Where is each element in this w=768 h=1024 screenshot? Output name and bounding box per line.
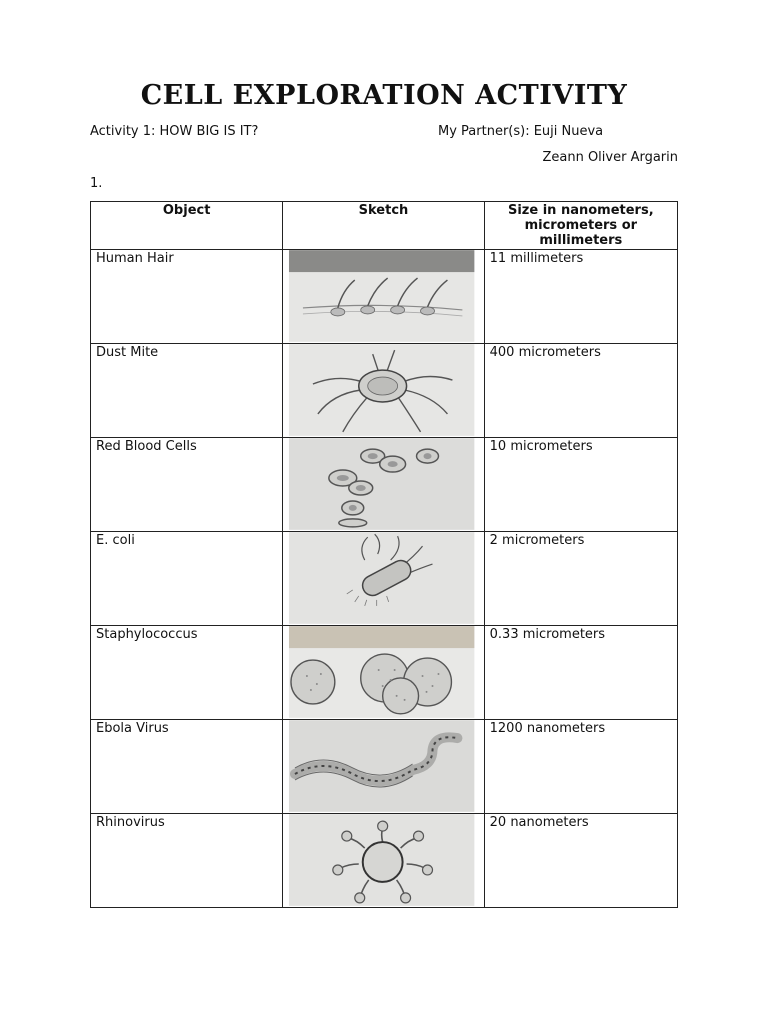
sketch-cell xyxy=(283,438,484,532)
size-cell: 400 micrometers xyxy=(484,344,677,438)
header-object: Object xyxy=(91,202,283,250)
sketch-cell xyxy=(283,720,484,814)
dust-mite-sketch-icon xyxy=(283,344,483,436)
table-row xyxy=(91,250,678,344)
staphylococcus-sketch-icon xyxy=(283,626,483,718)
object-cell: Staphylococcus xyxy=(91,626,283,720)
sketch-cell xyxy=(283,344,484,438)
size-cell: 0.33 micrometers xyxy=(484,626,677,720)
e-coli-sketch-icon xyxy=(283,532,483,624)
header-size: Size in nanometers, micrometers or millimeters xyxy=(484,202,677,250)
item-number: 1. xyxy=(90,176,103,191)
object-cell: Ebola Virus xyxy=(91,720,283,814)
table-row xyxy=(91,814,678,908)
sketch-cell xyxy=(283,626,484,720)
sketch-cell xyxy=(283,532,484,626)
size-cell: 1200 nanometers xyxy=(484,720,677,814)
size-table xyxy=(90,201,678,908)
object-cell: Red Blood Cells xyxy=(91,438,283,532)
page-title: CELL EXPLORATION ACTIVITY xyxy=(140,80,628,111)
table-row xyxy=(91,532,678,626)
size-cell: 20 nanometers xyxy=(484,814,677,908)
object-cell: Human Hair xyxy=(91,250,283,344)
object-cell: Dust Mite xyxy=(91,344,283,438)
object-cell: Rhinovirus xyxy=(91,814,283,908)
table-row xyxy=(91,720,678,814)
object-cell: E. coli xyxy=(91,532,283,626)
table-header-row xyxy=(91,202,678,250)
rhinovirus-sketch-icon xyxy=(283,814,483,906)
size-cell: 2 micrometers xyxy=(484,532,677,626)
size-cell: 10 micrometers xyxy=(484,438,677,532)
size-cell: 11 millimeters xyxy=(484,250,677,344)
table-row xyxy=(91,438,678,532)
sketch-cell xyxy=(283,250,484,344)
partners-line: My Partner(s): Euji Nueva xyxy=(438,124,604,139)
red-blood-cells-sketch-icon xyxy=(283,438,483,530)
table-row xyxy=(91,626,678,720)
header-sketch: Sketch xyxy=(283,202,484,250)
activity-heading: Activity 1: HOW BIG IS IT? xyxy=(90,124,259,139)
partner-second-name: Zeann Oliver Argarin xyxy=(542,150,678,165)
ebola-virus-sketch-icon xyxy=(283,720,483,812)
sketch-cell xyxy=(283,814,484,908)
human-hair-sketch-icon xyxy=(283,250,483,342)
table-row xyxy=(91,344,678,438)
